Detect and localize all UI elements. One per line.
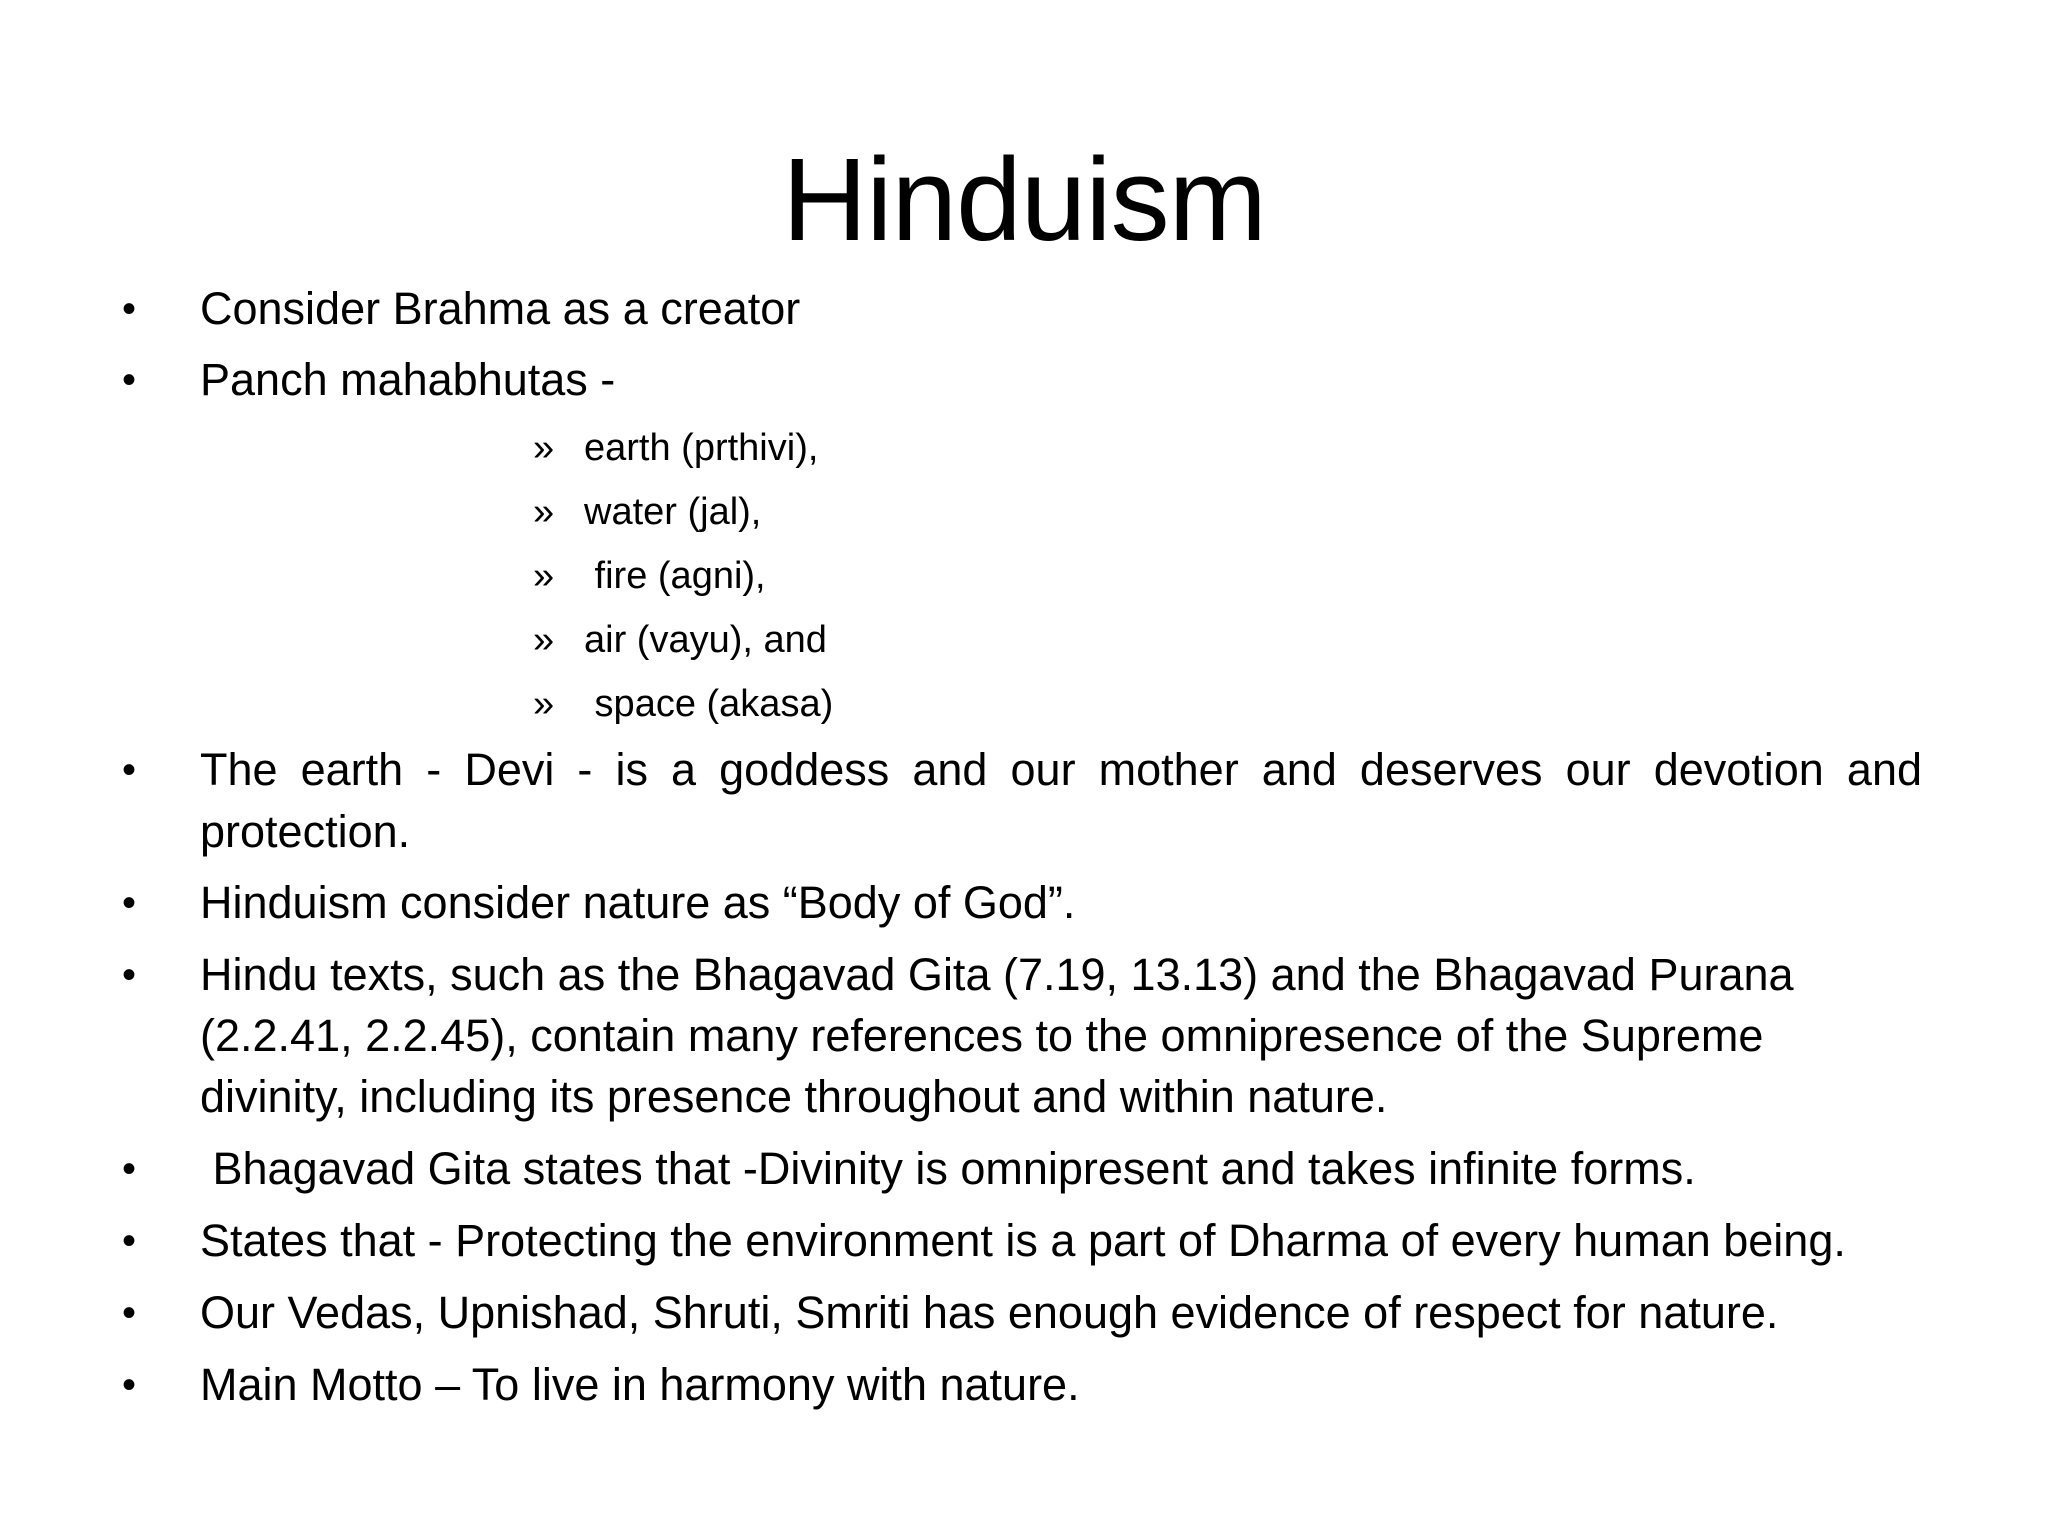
bullet-text: protection.	[200, 806, 411, 857]
bullet-icon: •	[122, 1147, 137, 1191]
bullet-text: Bhagavad Gita states that -Divinity is omnipresent and takes infinite forms.	[200, 1143, 1696, 1194]
sub-bullet-text: space (akasa)	[584, 683, 834, 725]
slide-title: Hinduism	[782, 134, 1266, 266]
bullet-text: Consider Brahma as a creator	[200, 283, 801, 334]
sub-bullet-text: fire (agni),	[584, 555, 766, 597]
double-chevron-icon: »	[533, 491, 555, 533]
sub-bullet-text: earth (prthivi),	[584, 427, 819, 469]
bullet-icon: •	[122, 1219, 137, 1263]
double-chevron-icon: »	[533, 427, 555, 469]
bullet-icon: •	[122, 953, 137, 997]
bullet-text: Our Vedas, Upnishad, Shruti, Smriti has enough evidence of respect for nature.	[200, 1287, 1779, 1338]
sub-bullet-text: air (vayu), and	[584, 619, 827, 661]
bullet-icon: •	[122, 287, 137, 331]
double-chevron-icon: »	[533, 555, 555, 597]
double-chevron-icon: »	[533, 619, 555, 661]
bullet-text: Panch mahabhutas -	[200, 354, 616, 405]
bullet-text: The earth - Devi - is a goddess and our mother and deserves our devotion and	[200, 744, 1922, 795]
bullet-icon: •	[122, 748, 137, 792]
sub-bullet-text: water (jal),	[584, 491, 762, 533]
bullet-text: States that - Protecting the environment is a part of Dharma of every human being.	[200, 1215, 1846, 1266]
bullet-icon: •	[122, 1363, 137, 1407]
bullet-text: (2.2.41, 2.2.45), contain many references to the omnipresence of the Supreme	[200, 1010, 1764, 1061]
bullet-icon: •	[122, 358, 137, 402]
double-chevron-icon: »	[533, 683, 555, 725]
bullet-text: divinity, including its presence throughout and within nature.	[200, 1071, 1388, 1122]
bullet-text: Hinduism consider nature as “Body of God”.	[200, 877, 1076, 928]
bullet-text: Main Motto – To live in harmony with nature.	[200, 1359, 1080, 1410]
bullet-icon: •	[122, 1291, 137, 1335]
bullet-icon: •	[122, 881, 137, 925]
bullet-text: Hindu texts, such as the Bhagavad Gita (7.19, 13.13) and the Bhagavad Purana	[200, 949, 1794, 1000]
